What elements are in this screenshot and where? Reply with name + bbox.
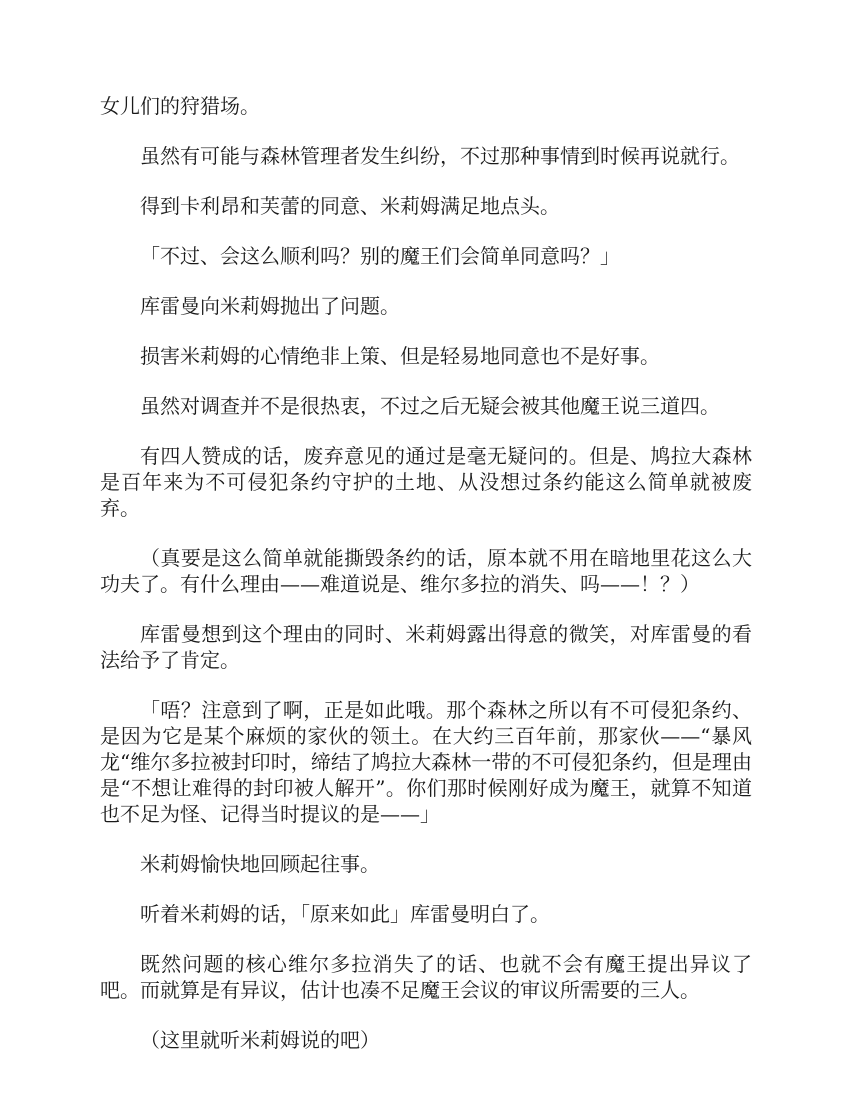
paragraph-1: 女儿们的狩猎场。 — [100, 94, 260, 118]
paragraph-8: 有四人赞成的话，废弃意见的通过是毫无疑问的。但是、鸠拉大森林是百年来为不可侵犯条约守护的土地、从没想过条约能这么简单就被废弃。 — [100, 444, 752, 520]
paragraph-14: 既然问题的核心维尔多拉消失了的话、也就不会有魔王提出异议了吧。而就算是有异议，估计也凑不足魔王会议的审议所需要的三人。 — [100, 952, 752, 1002]
paragraph-11: 「唔？注意到了啊，正是如此哦。那个森林之所以有不可侵犯条约、是因为它是某个麻烦的家伙的领土。在大约三百年前，那家伙——“暴风龙“维尔多拉被封印时，缔结了鸠拉大森林一带的不可侵犯条约，但是理由是“不想让难得的封印被人解开”。你们那时候刚好成为魔王，就算不知道也不足为怪、记得当时提议的是——」 — [100, 698, 752, 826]
paragraph-5: 库雷曼向米莉姆抛出了问题。 — [140, 294, 400, 318]
paragraph-6: 损害米莉姆的心情绝非上策、但是轻易地同意也不是好事。 — [140, 344, 660, 368]
paragraph-15: （这里就听米莉姆说的吧） — [140, 1028, 380, 1052]
paragraph-12: 米莉姆愉快地回顾起往事。 — [140, 852, 380, 876]
document-page — [100, 93, 752, 1053]
paragraph-3: 得到卡利昂和芙蕾的同意、米莉姆满足地点头。 — [140, 194, 560, 218]
paragraph-13: 听着米莉姆的话，「原来如此」库雷曼明白了。 — [140, 902, 550, 926]
paragraph-10: 库雷曼想到这个理由的同时、米莉姆露出得意的微笑，对库雷曼的看法给予了肯定。 — [100, 622, 752, 672]
paragraph-9: （真要是这么简单就能撕毁条约的话，原本就不用在暗地里花这么大功夫了。有什么理由——难道说是、维尔多拉的消失、吗——！？） — [100, 546, 752, 596]
paragraph-4: 「不过、会这么顺利吗？别的魔王们会简单同意吗？」 — [140, 244, 620, 268]
paragraph-7: 虽然对调查并不是很热衷，不过之后无疑会被其他魔王说三道四。 — [140, 394, 720, 418]
paragraph-2: 虽然有可能与森林管理者发生纠纷，不过那种事情到时候再说就行。 — [140, 144, 740, 168]
